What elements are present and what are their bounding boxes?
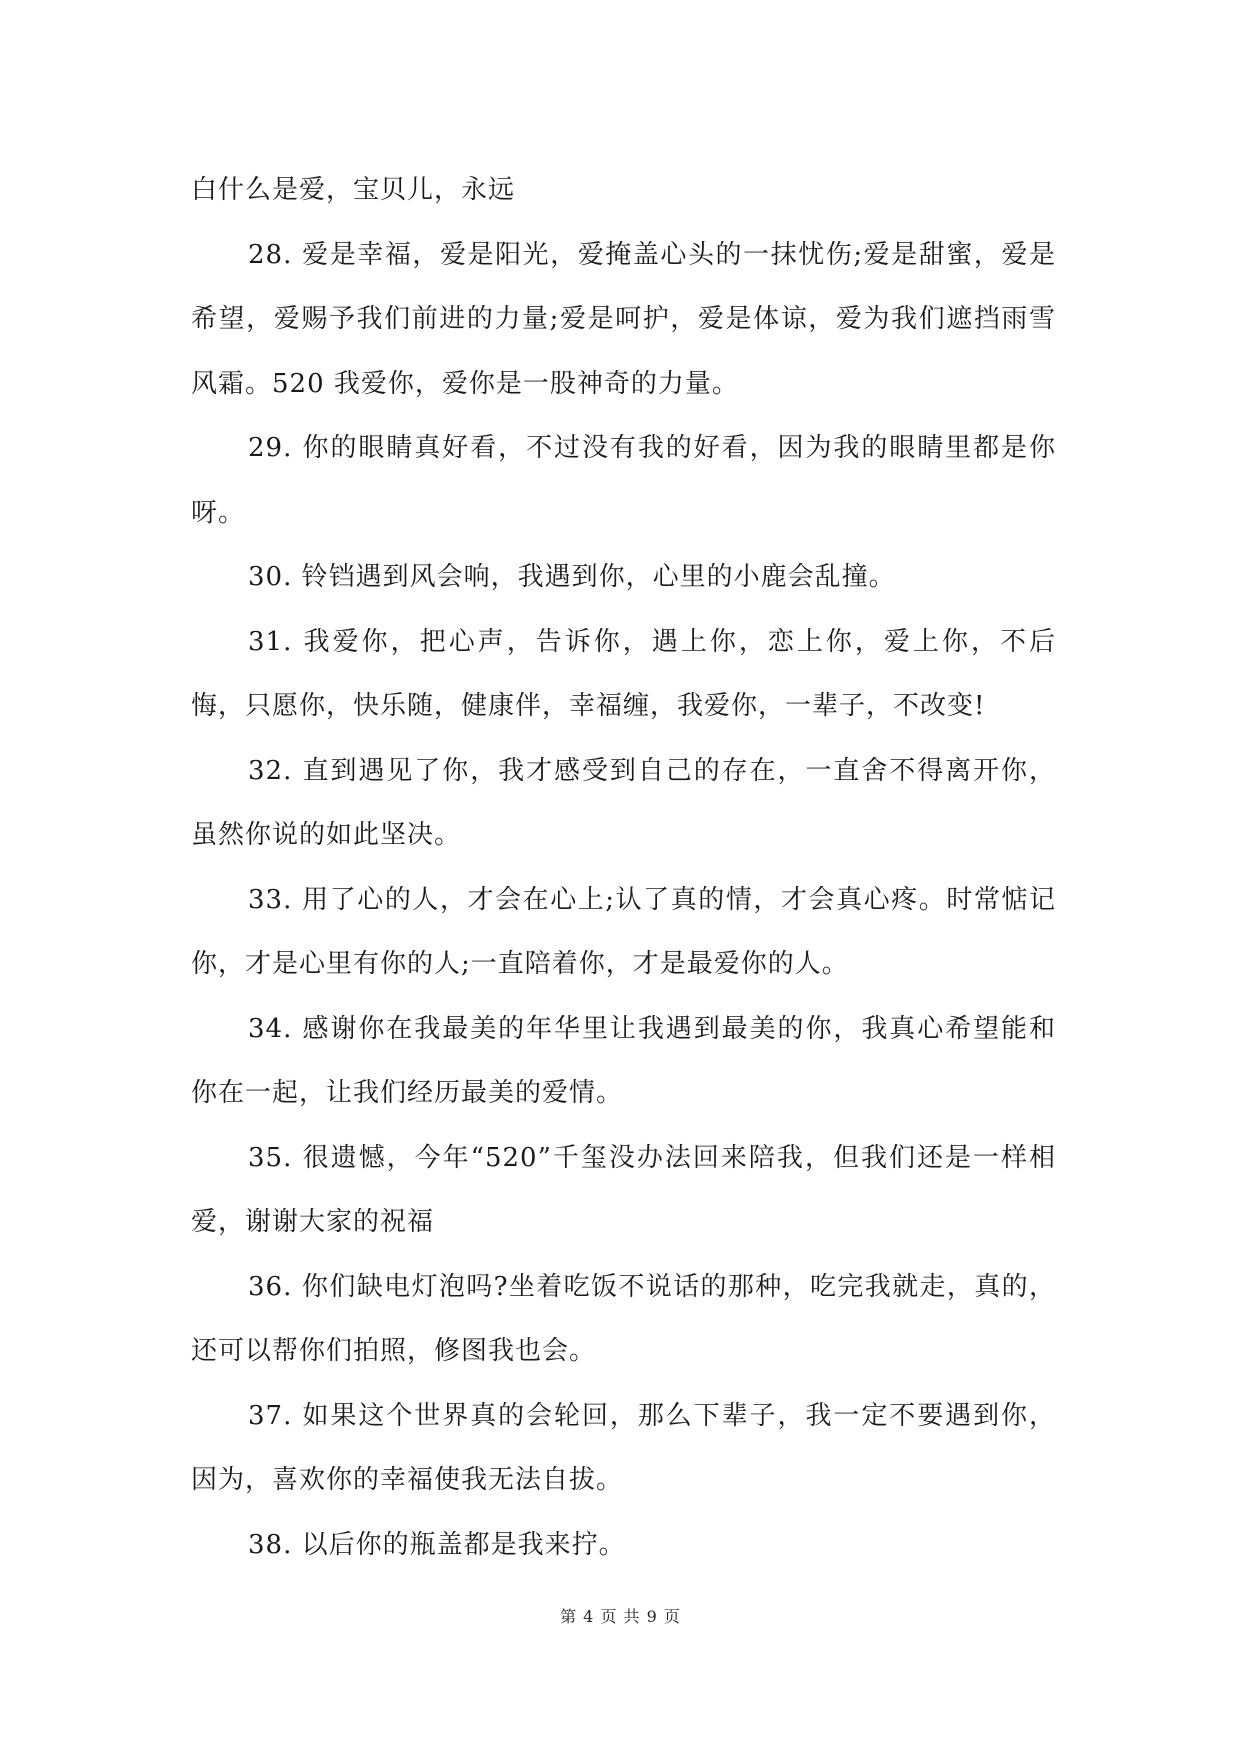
paragraph-continuation: 白什么是爱，宝贝儿，永远 xyxy=(191,175,516,205)
paragraph-item-29: 29. 你的眼睛真好看，不过没有我的好看，因为我的眼睛里都是你呀。 xyxy=(191,433,1056,528)
paragraph-item-30: 30. 铃铛遇到风会响，我遇到你，心里的小鹿会乱撞。 xyxy=(248,562,896,592)
paragraph-item-38: 38. 以后你的瓶盖都是我来拧。 xyxy=(248,1529,626,1560)
paragraph-item-35: 35. 很遗憾，今年“520”千玺没办法回来陪我，但我们还是一样相爱，谢谢大家的祝福 xyxy=(191,1142,1056,1237)
paragraph-item-36: 36. 你们缺电灯泡吗?坐着吃饭不说话的那种，吃完我就走，真的，还可以帮你们拍照，修图我也会。 xyxy=(191,1271,1056,1366)
paragraph-item-37: 37. 如果这个世界真的会轮回，那么下辈子，我一定不要遇到你，因为，喜欢你的幸福使我无法自拔。 xyxy=(191,1400,1056,1495)
page-number-footer: 第 4 页 共 9 页 xyxy=(560,1607,681,1626)
paragraph-item-28: 28. 爱是幸福，爱是阳光，爱掩盖心头的一抹忧伤;爱是甜蜜，爱是希望，爱赐予我们前进的力量;爱是呵护，爱是体谅，爱为我们遮挡雨雪风霜。520 我爱你，爱你是一股神奇的力量。 xyxy=(191,239,1056,399)
paragraph-item-34: 34. 感谢你在我最美的年华里让我遇到最美的你，我真心希望能和你在一起，让我们经历最美的爱情。 xyxy=(191,1013,1056,1108)
paragraph-item-32: 32. 直到遇见了你，我才感受到自己的存在，一直舍不得离开你，虽然你说的如此坚决。 xyxy=(191,755,1056,850)
paragraph-item-31: 31. 我爱你，把心声，告诉你，遇上你，恋上你，爱上你，不后悔，只愿你，快乐随，健康伴，幸福缠，我爱你，一辈子，不改变! xyxy=(191,626,1056,721)
document-body xyxy=(191,158,1056,1577)
paragraph-item-33: 33. 用了心的人，才会在心上;认了真的情，才会真心疼。时常惦记你，才是心里有你的人;一直陪着你，才是最爱你的人。 xyxy=(191,884,1056,979)
